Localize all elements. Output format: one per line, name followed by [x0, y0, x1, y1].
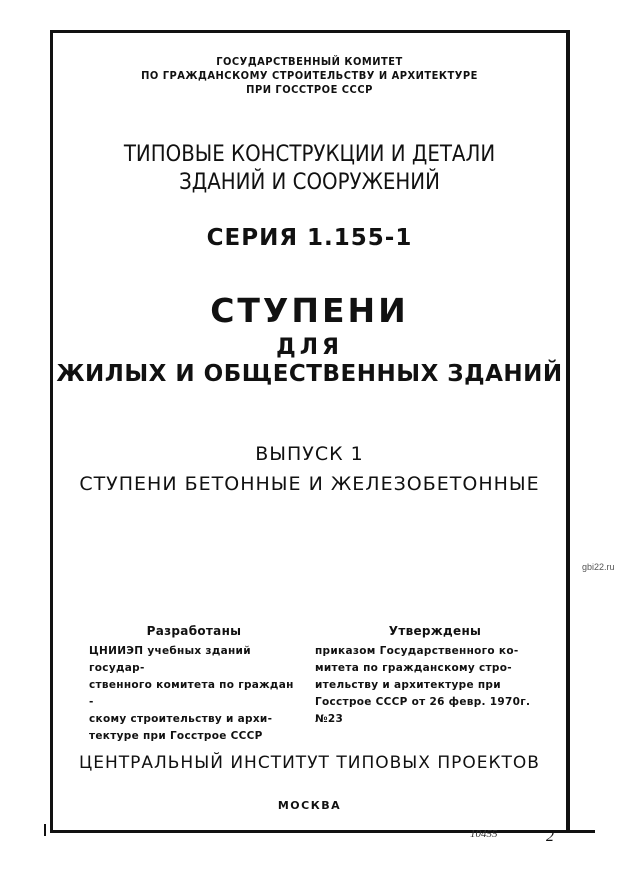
watermark: gbi22.ru: [582, 562, 615, 572]
frame-corner-tick: [44, 824, 56, 836]
issue-number: ВЫПУСК 1: [255, 443, 364, 465]
developed-line-3: скому строительству и архи-: [89, 713, 273, 725]
developed-line-4: тектуре при Госстрое СССР: [89, 730, 263, 742]
title-page-frame: [50, 30, 570, 830]
series-number: СЕРИЯ 1.155-1: [206, 225, 413, 251]
title-for-word: ДЛЯ: [276, 335, 343, 360]
page-number: 2: [546, 828, 554, 845]
committee-line-1: ГОСУДАРСТВЕННЫЙ КОМИТЕТ: [216, 55, 403, 68]
frame-bottom-line: [50, 830, 595, 833]
inventory-stamp: 10455: [470, 828, 498, 840]
approved-heading: Утверждены: [388, 624, 482, 638]
document-subtitle: ЖИЛЫХ И ОБЩЕСТВЕННЫХ ЗДАНИЙ: [56, 361, 563, 387]
committee-line-2: ПО ГРАЖДАНСКОМУ СТРОИТЕЛЬСТВУ И АРХИТЕКТУРЕ: [141, 69, 478, 82]
committee-line-3: ПРИ ГОССТРОЕ СССР: [246, 83, 373, 96]
developed-line-1: ЦНИИЭП учебных зданий государ-: [89, 645, 251, 674]
document-title: СТУПЕНИ: [210, 291, 409, 330]
developed-heading: Разработаны: [146, 624, 242, 638]
city: МОСКВА: [277, 799, 342, 812]
issue-name: СТУПЕНИ БЕТОННЫЕ И ЖЕЛЕЗОБЕТОННЫЕ: [79, 473, 540, 495]
developed-by-block: [89, 623, 299, 745]
category-line-1: ТИПОВЫЕ КОНСТРУКЦИИ И ДЕТАЛИ: [123, 142, 496, 167]
approved-line-1: приказом Государственного ко-: [315, 645, 519, 657]
approved-by-block: [315, 623, 555, 728]
category-line-2: ЗДАНИЙ И СООРУЖЕНИЙ: [179, 170, 440, 195]
developed-line-2: ственного комитета по граждан -: [89, 679, 294, 708]
approved-line-2: митета по гражданскому стро-: [315, 662, 512, 674]
institute-name: ЦЕНТРАЛЬНЫЙ ИНСТИТУТ ТИПОВЫХ ПРОЕКТОВ: [79, 753, 540, 773]
approved-line-4: Госстрое СССР от 26 февр. 1970г. №23: [315, 696, 531, 725]
approved-line-3: ительству и архитектуре при: [315, 679, 501, 691]
category-block: [53, 141, 566, 197]
committee-block: [53, 55, 566, 97]
